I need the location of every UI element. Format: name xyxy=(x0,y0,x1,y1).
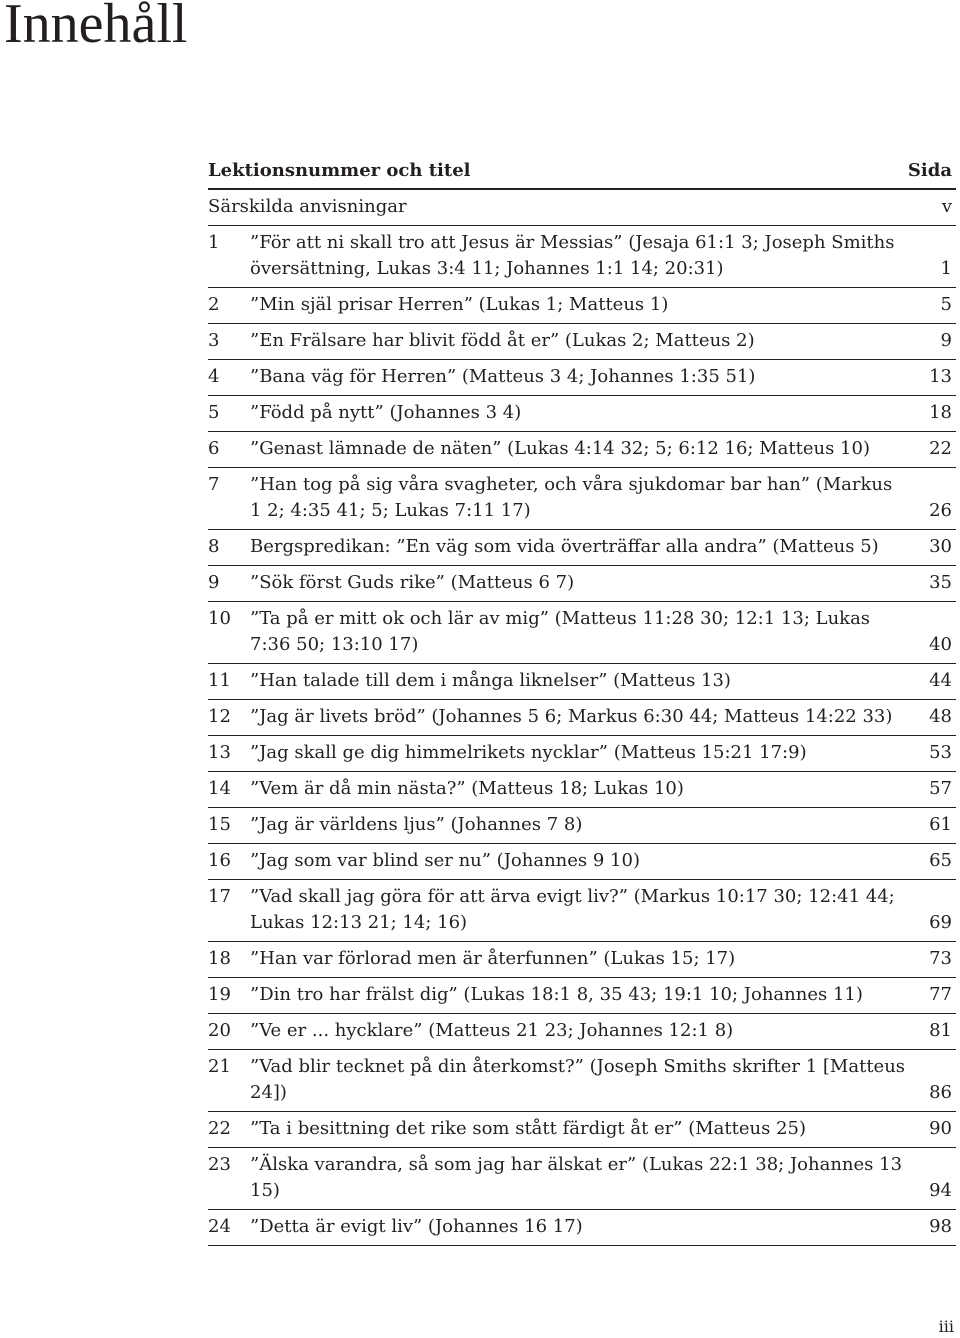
toc-row-title: ”Vem är då min nästa?” (Matteus 18; Lukas 10) xyxy=(250,778,684,799)
toc-row-title: ”Han var förlorad men är återfunnen” (Lukas 15; 17) xyxy=(250,948,736,969)
toc-row-page: 13 xyxy=(929,366,952,387)
toc-row-number: 20 xyxy=(208,1020,231,1041)
toc-row-title: ”Ta på er mitt ok och lär av mig” (Matteus 11:28 30; 12:1 13; Lukas 7:36 50; 13:10 17) xyxy=(250,608,871,655)
toc-row-number: 24 xyxy=(208,1216,231,1237)
toc-row-lesson-24[interactable] xyxy=(208,1210,956,1246)
toc-row-lesson-8[interactable] xyxy=(208,530,956,566)
toc-row-lesson-21[interactable] xyxy=(208,1050,956,1112)
toc-row-title: ”Min själ prisar Herren” (Lukas 1; Matteus 1) xyxy=(250,294,669,315)
toc-row-number: 10 xyxy=(208,608,231,629)
toc-row-number: 5 xyxy=(208,402,220,423)
toc-row-number: 7 xyxy=(208,474,220,495)
toc-row-lesson-7[interactable] xyxy=(208,468,956,530)
toc-row-page: 22 xyxy=(929,438,952,459)
toc-row-number: 15 xyxy=(208,814,231,835)
toc-row-number: 22 xyxy=(208,1118,231,1139)
toc-row-lesson-18[interactable] xyxy=(208,942,956,978)
toc-row-lesson-9[interactable] xyxy=(208,566,956,602)
toc-row-page: 48 xyxy=(929,706,952,727)
toc-row-title: ”Jag är världens ljus” (Johannes 7 8) xyxy=(250,814,583,835)
toc-row-title: ”Din tro har frälst dig” (Lukas 18:1 8, 35 43; 19:1 10; Johannes 11) xyxy=(250,984,863,1005)
toc-row-page: 98 xyxy=(929,1216,952,1237)
toc-row-lesson-15[interactable] xyxy=(208,808,956,844)
toc-row-page: 26 xyxy=(929,500,952,521)
toc-row-title: ”Jag skall ge dig himmelrikets nycklar” (Matteus 15:21 17:9) xyxy=(250,742,807,763)
toc-row-page: 30 xyxy=(929,536,952,557)
toc-row-title: Särskilda anvisningar xyxy=(208,196,407,217)
toc-row-title: ”Ta i besittning det rike som stått färdigt åt er” (Matteus 25) xyxy=(250,1118,806,1139)
toc-row-page: 86 xyxy=(929,1082,952,1103)
toc-row-lesson-23[interactable] xyxy=(208,1148,956,1210)
toc-row-page: 61 xyxy=(929,814,952,835)
toc-row-title: ”Ve er ... hycklare” (Matteus 21 23; Johannes 12:1 8) xyxy=(250,1020,734,1041)
toc-row-page: 9 xyxy=(940,330,952,351)
toc-row-page: 77 xyxy=(929,984,952,1005)
toc-row-title: ”Bana väg för Herren” (Matteus 3 4; Johannes 1:35 51) xyxy=(250,366,756,387)
toc-row-page: 44 xyxy=(929,670,952,691)
table-of-contents xyxy=(208,158,956,1246)
toc-row-title: ”Han tog på sig våra svagheter, och våra sjukdomar bar han” (Markus 1 2; 4:35 41; 5; Lukas 7:11 17) xyxy=(250,474,893,521)
toc-row-number: 2 xyxy=(208,294,220,315)
toc-row-title: ”Detta är evigt liv” (Johannes 16 17) xyxy=(250,1216,583,1237)
toc-row-number: 1 xyxy=(208,232,220,253)
toc-row-lesson-12[interactable] xyxy=(208,700,956,736)
toc-row-lesson-16[interactable] xyxy=(208,844,956,880)
toc-row-title: ”Sök först Guds rike” (Matteus 6 7) xyxy=(250,572,575,593)
toc-row-page: 94 xyxy=(929,1180,952,1201)
toc-row-title: ”Älska varandra, så som jag har älskat er” (Lukas 22:1 38; Johannes 13 15) xyxy=(250,1154,903,1201)
toc-row-number: 18 xyxy=(208,948,231,969)
toc-row-page: 35 xyxy=(929,572,952,593)
toc-row-number: 9 xyxy=(208,572,220,593)
toc-row-page: 73 xyxy=(929,948,952,969)
toc-header xyxy=(208,158,956,190)
toc-row-page: 69 xyxy=(929,912,952,933)
toc-row-lesson-1[interactable] xyxy=(208,226,956,288)
toc-row-page: v xyxy=(941,196,952,217)
toc-row-title: ”Han talade till dem i många liknelser” (Matteus 13) xyxy=(250,670,731,691)
toc-header-title: Lektionsnummer och titel xyxy=(208,160,471,181)
toc-row-page: 40 xyxy=(929,634,952,655)
page-number: iii xyxy=(938,1317,954,1336)
toc-row-lesson-20[interactable] xyxy=(208,1014,956,1050)
toc-row-number: 23 xyxy=(208,1154,231,1175)
toc-row-title: ”Vad skall jag göra för att ärva evigt liv?” (Markus 10:17 30; 12:41 44; Lukas 12:13 21; 14; 16) xyxy=(250,886,895,933)
toc-row-lesson-11[interactable] xyxy=(208,664,956,700)
toc-row-page: 1 xyxy=(940,258,952,279)
toc-row-number: 19 xyxy=(208,984,231,1005)
toc-row-number: 12 xyxy=(208,706,231,727)
toc-row-number: 21 xyxy=(208,1056,231,1077)
toc-row-number: 4 xyxy=(208,366,220,387)
toc-header-page: Sida xyxy=(907,160,952,181)
toc-row-page: 57 xyxy=(929,778,952,799)
toc-row-title: ”En Frälsare har blivit född åt er” (Lukas 2; Matteus 2) xyxy=(250,330,755,351)
toc-row-lesson-3[interactable] xyxy=(208,324,956,360)
toc-row-number: 17 xyxy=(208,886,231,907)
toc-row-title: ”För att ni skall tro att Jesus är Messias” (Jesaja 61:1 3; Joseph Smiths översättning, Lukas 3:4 11; Johannes 1:1 14; 20:31) xyxy=(250,232,895,279)
toc-row-lesson-13[interactable] xyxy=(208,736,956,772)
toc-row-page: 18 xyxy=(929,402,952,423)
toc-row-number: 6 xyxy=(208,438,220,459)
toc-row-page: 5 xyxy=(940,294,952,315)
toc-row-intro[interactable] xyxy=(208,190,956,226)
toc-row-number: 8 xyxy=(208,536,220,557)
toc-row-lesson-17[interactable] xyxy=(208,880,956,942)
toc-row-title: ”Jag som var blind ser nu” (Johannes 9 10) xyxy=(250,850,640,871)
toc-row-number: 13 xyxy=(208,742,231,763)
toc-row-number: 16 xyxy=(208,850,231,871)
toc-row-lesson-5[interactable] xyxy=(208,396,956,432)
toc-row-number: 11 xyxy=(208,670,231,691)
toc-row-lesson-2[interactable] xyxy=(208,288,956,324)
toc-row-title: ”Jag är livets bröd” (Johannes 5 6; Markus 6:30 44; Matteus 14:22 33) xyxy=(250,706,893,727)
toc-row-lesson-22[interactable] xyxy=(208,1112,956,1148)
toc-row-title: ”Född på nytt” (Johannes 3 4) xyxy=(250,402,522,423)
toc-row-lesson-6[interactable] xyxy=(208,432,956,468)
toc-row-title: ”Vad blir tecknet på din återkomst?” (Joseph Smiths skrifter 1 [Matteus 24]) xyxy=(250,1056,906,1103)
toc-row-lesson-4[interactable] xyxy=(208,360,956,396)
toc-row-lesson-10[interactable] xyxy=(208,602,956,664)
toc-row-page: 65 xyxy=(929,850,952,871)
toc-row-title: ”Genast lämnade de näten” (Lukas 4:14 32; 5; 6:12 16; Matteus 10) xyxy=(250,438,870,459)
toc-row-number: 14 xyxy=(208,778,231,799)
toc-row-page: 81 xyxy=(929,1020,952,1041)
toc-row-lesson-14[interactable] xyxy=(208,772,956,808)
page-title: Innehåll xyxy=(4,0,188,55)
toc-row-title: Bergspredikan: ”En väg som vida överträffar alla andra” (Matteus 5) xyxy=(250,536,879,557)
toc-row-number: 3 xyxy=(208,330,220,351)
toc-row-page: 90 xyxy=(929,1118,952,1139)
toc-row-lesson-19[interactable] xyxy=(208,978,956,1014)
toc-row-page: 53 xyxy=(929,742,952,763)
